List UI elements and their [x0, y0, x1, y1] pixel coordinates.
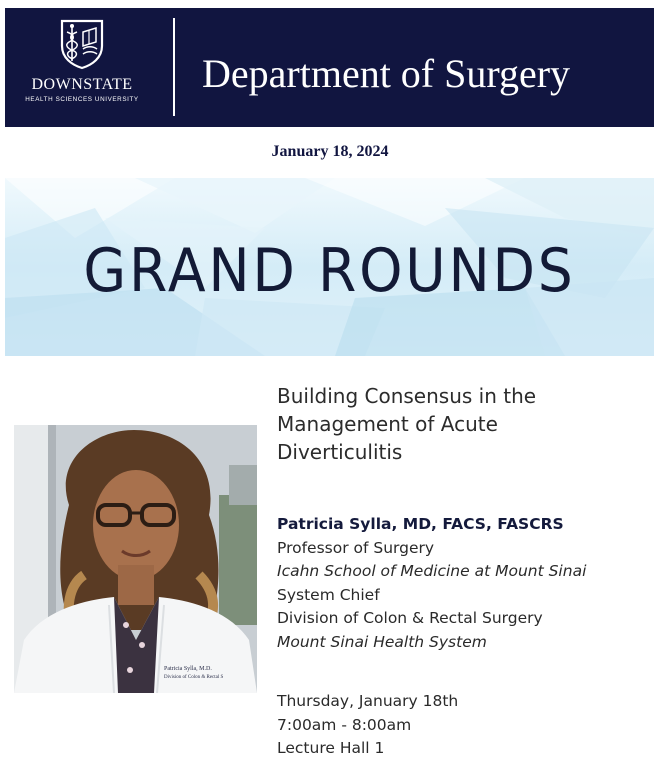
speaker-institution: Icahn School of Medicine at Mount Sinai: [277, 562, 587, 580]
talk-title: [277, 382, 536, 466]
talk-title-line: Management of Acute: [277, 412, 498, 436]
speaker-role: Professor of Surgery: [277, 538, 435, 557]
header-banner: [5, 8, 654, 127]
shield-caduceus-book-icon: [59, 18, 105, 70]
speaker-name: Patricia Sylla, MD, FACS, FASCRS: [277, 515, 564, 533]
banner-title: GRAND ROUNDS: [83, 236, 576, 306]
event-location: Lecture Hall 1: [277, 739, 385, 757]
coat-name-embroidery: Patricia Sylla, M.D.: [164, 666, 212, 672]
logo-subtitle: HEALTH SCIENCES UNIVERSITY: [25, 96, 139, 103]
speaker-health-system: Mount Sinai Health System: [277, 632, 487, 651]
grand-rounds-banner: [5, 178, 654, 356]
header-divider: [173, 18, 175, 116]
coat-division-embroidery: Division of Colon & Rectal S: [164, 675, 224, 680]
talk-title-line: Diverticulitis: [277, 440, 403, 464]
downstate-logo: [17, 18, 147, 118]
event-day: Thursday, January 18th: [277, 692, 459, 710]
event-date: January 18, 2024: [271, 143, 389, 160]
logo-name: DOWNSTATE: [31, 76, 133, 93]
event-details: [277, 690, 458, 761]
speaker-role-2: System Chief: [277, 585, 380, 604]
speaker-photo: [14, 425, 257, 693]
speaker-division: Division of Colon & Rectal Surgery: [277, 609, 543, 627]
event-time: 7:00am - 8:00am: [277, 715, 412, 734]
speaker-info: [277, 513, 586, 654]
department-title: Department of Surgery: [202, 51, 571, 96]
talk-title-line: Building Consensus in the: [277, 384, 537, 408]
